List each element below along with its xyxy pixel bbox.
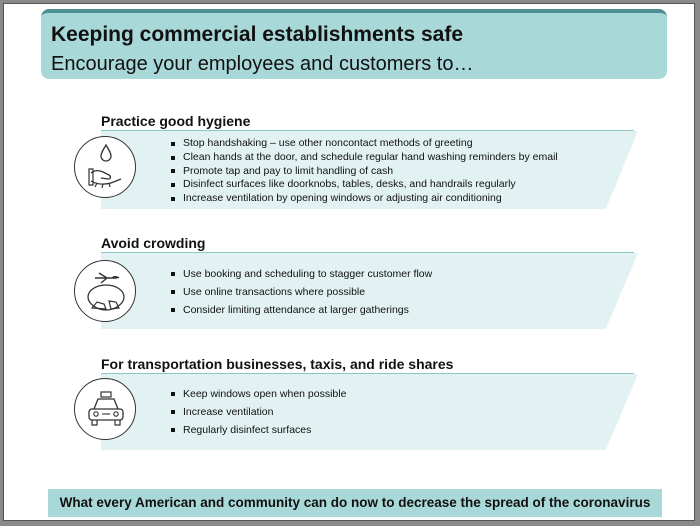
taxi-icon [74,378,136,440]
list-item: Increase ventilation [169,403,346,421]
section-heading-transportation: For transportation businesses, taxis, and ride shares [101,356,454,372]
bullet-list-hygiene [169,137,558,206]
list-item: Use online transactions where possible [169,283,432,301]
section-divider [101,252,634,253]
header-banner [41,9,667,79]
list-item: Clean hands at the door, and schedule regular hand washing reminders by email [169,151,558,165]
list-item: Disinfect surfaces like doorknobs, tables, desks, and handrails regularly [169,178,558,192]
list-item: Promote tap and pay to limit handling of cash [169,165,558,179]
list-item: Keep windows open when possible [169,385,346,403]
section-divider [101,373,634,374]
bullet-list-transportation [169,385,346,439]
slide [3,3,695,521]
footer-text: What every American and community can do now to decrease the spread of the coronavirus [59,495,651,510]
list-item: Regularly disinfect surfaces [169,421,346,439]
bullet-list-crowding [169,265,432,319]
list-item: Stop handshaking – use other noncontact methods of greeting [169,137,558,151]
list-item: Consider limiting attendance at larger gatherings [169,301,432,319]
list-item: Use booking and scheduling to stagger customer flow [169,265,432,283]
list-item: Increase ventilation by opening windows or adjusting air conditioning [169,192,558,206]
airplane-globe-icon [74,260,136,322]
hand-washing-icon [74,136,136,198]
footer-banner [48,489,662,517]
page-title: Keeping commercial establishments safe [51,23,463,46]
section-heading-crowding: Avoid crowding [101,235,206,251]
section-divider [101,130,634,131]
section-heading-hygiene: Practice good hygiene [101,113,251,129]
page-subtitle: Encourage your employees and customers to… [51,53,474,75]
